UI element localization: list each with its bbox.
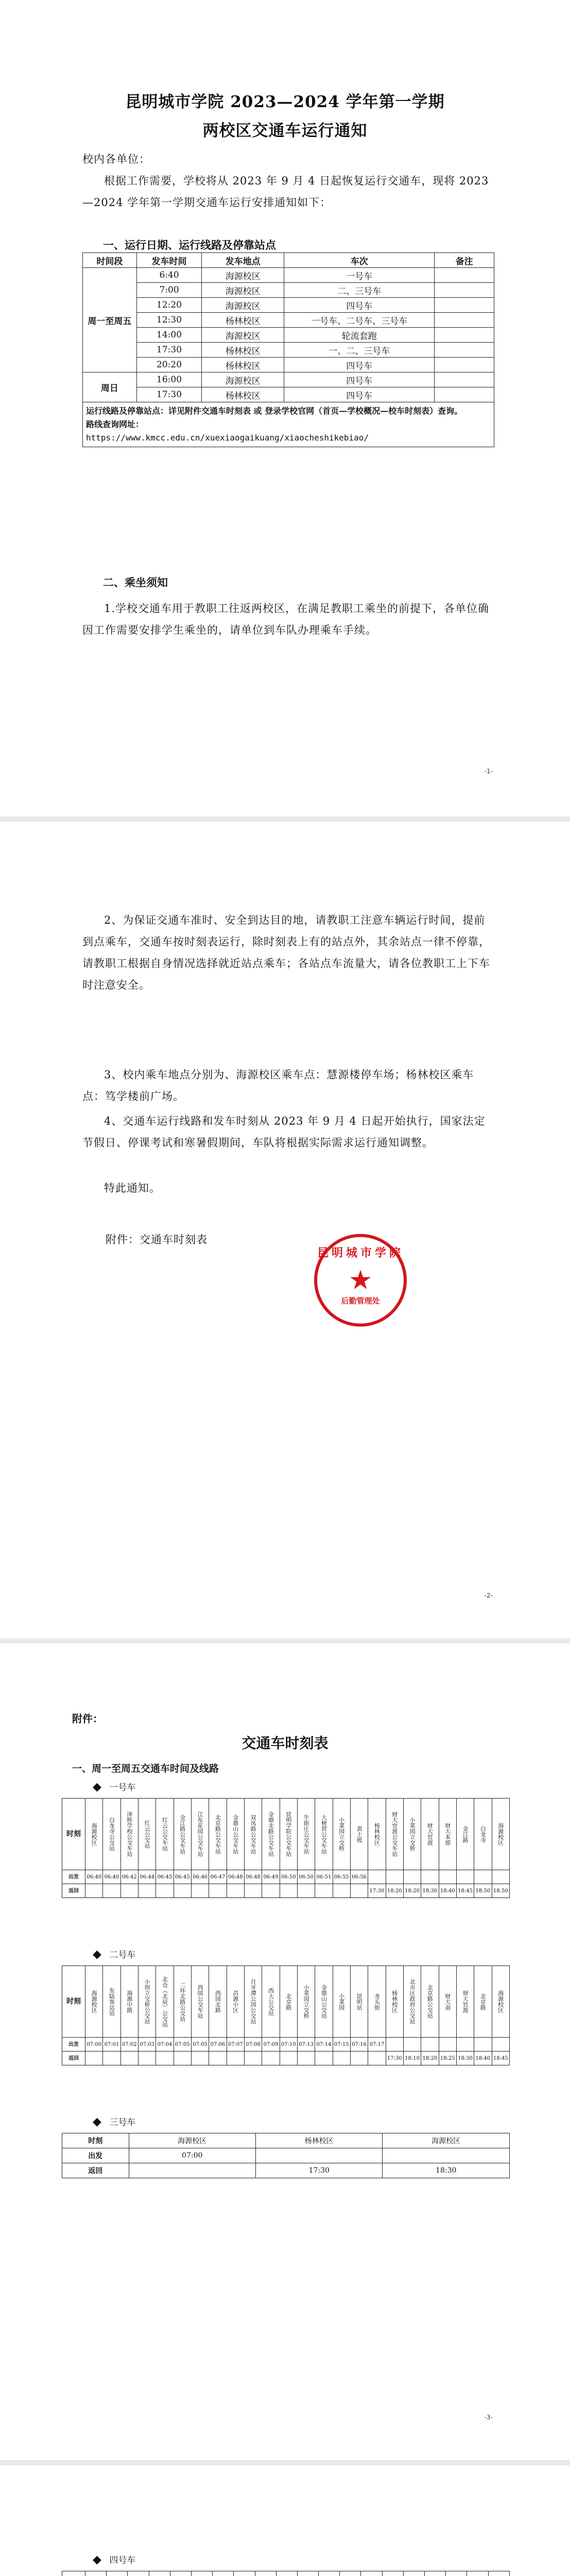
cell: 07:17 (368, 2038, 386, 2052)
cell (474, 2038, 492, 2052)
weekday-section-heading: 一、周一至周五交通车时间及线路 (72, 1763, 219, 1774)
bus4-timetable (62, 2571, 510, 2576)
cell: 06:42 (120, 1870, 138, 1884)
cell: 18:30 (383, 2163, 510, 2178)
cell: 四号车 (284, 298, 435, 313)
row-label: 返回 (62, 2052, 85, 2065)
table-row (62, 2133, 510, 2148)
cell: 海源校区 (492, 1966, 509, 2038)
cell: 小菜园 (333, 1966, 350, 2038)
cell: 12:30 (136, 313, 202, 328)
seal-text: 昆明城市学院 (317, 1246, 404, 1260)
table-row (83, 298, 494, 313)
period-sunday: 周日 (83, 372, 137, 402)
cell: 二环北路公交站 (174, 1966, 191, 2038)
cell (85, 1884, 103, 1898)
cell: 18:25 (439, 2052, 456, 2065)
cell: 四号车 (284, 372, 435, 387)
cell (174, 1884, 191, 1898)
cell (255, 2148, 382, 2163)
cell: 17:30 (368, 1884, 386, 1898)
cell: 杨林校区 (202, 343, 284, 358)
cell: 西大公交站 (262, 1966, 280, 2038)
cell (435, 387, 494, 402)
cell (244, 1884, 262, 1898)
cell (149, 2571, 170, 2576)
cell (435, 313, 494, 328)
cell: 17:30 (386, 2052, 403, 2065)
cell (244, 2052, 262, 2065)
cell (492, 2038, 509, 2052)
cell: 07:02 (120, 2038, 138, 2052)
cell: 18:10 (403, 2052, 421, 2065)
header-cell: 车次 (284, 253, 435, 268)
cell (297, 2571, 318, 2576)
cell: 06:46 (191, 1870, 209, 1884)
cell: 06:56 (350, 1870, 368, 1884)
cell (156, 1884, 174, 1898)
cell (368, 1870, 386, 1884)
cell: 海源校区 (129, 2133, 255, 2148)
table-row (83, 283, 494, 298)
row-label (62, 2571, 85, 2576)
cell: 18:30 (456, 2052, 474, 2065)
page-4 (0, 2465, 570, 2576)
cell: 海源校区 (202, 298, 284, 313)
cell: 18:20 (386, 1884, 403, 1898)
cell: 06:49 (262, 1870, 280, 1884)
row-label: 出发 (62, 1870, 85, 1884)
table-note-cell (83, 402, 494, 447)
item-2: 2、为保证交通车准时、安全到达目的地，请教职工注意车辆运行时间，提前到点乘车，交通车按时刻表运行，除时刻表上有的站点外，其余站点一律不停靠，请教职工根据自身情况选择就近站点乘车；各站点车流量大，请各位教职工上下车时注意安全。 (82, 914, 490, 991)
cell: 杨林校区 (368, 1799, 386, 1870)
cell: 07:08 (244, 2038, 262, 2052)
diamond-icon: ◆ (93, 2553, 101, 2566)
table-row (62, 1884, 510, 1898)
table-note-row (83, 402, 494, 447)
cell: 海源中路 (120, 1966, 138, 2038)
period-weekday: 周一至周五 (83, 268, 137, 372)
cell: 07:03 (138, 2038, 156, 2052)
cell (492, 1870, 509, 1884)
cell (85, 2571, 107, 2576)
cell: 06:51 (315, 1870, 333, 1884)
cell (120, 2052, 138, 2065)
header-cell: 时间段 (83, 253, 137, 268)
cell: 昌源小区 (227, 1966, 244, 2038)
cell (361, 2571, 382, 2576)
bus3-heading (93, 2115, 135, 2128)
table-row (62, 2148, 510, 2163)
cell: 金鼎北路公交车站 (262, 1799, 280, 1870)
cell: 北京路公交站 (421, 1966, 439, 2038)
route-note: 运行线路及停靠站点：详见附件交通车时刻表 或 登录学校官网（首页—学校概况—校车时刻表）查询。 (86, 406, 463, 416)
cell (191, 2571, 212, 2576)
cell: 07:05 (191, 2038, 209, 2052)
cell: 07:01 (103, 2038, 120, 2052)
cell: 杨林校区 (255, 2133, 382, 2148)
table-row (62, 2038, 510, 2052)
cell (191, 1884, 209, 1898)
cell: 杨林校区 (202, 387, 284, 402)
table-row (83, 387, 494, 402)
cell: 17:30 (255, 2163, 382, 2178)
table-row (83, 328, 494, 343)
cell (120, 1884, 138, 1898)
cell (297, 2052, 315, 2065)
intro-paragraph: 根据工作需要，学校将从 2023 年 9 月 4 日起恢复运行交通车，现将 2023—2024 学年第一学期交通车运行安排通知如下： (82, 175, 489, 209)
cell (227, 2052, 244, 2065)
cell: 昆明学院公交车站 (280, 1799, 297, 1870)
cell: 06:44 (138, 1870, 156, 1884)
cell (103, 1884, 120, 1898)
cell (262, 1884, 280, 1898)
cell: 18:40 (439, 1884, 456, 1898)
cell (403, 2571, 424, 2576)
cell (403, 1870, 421, 1884)
cell: 西园北路 (209, 1966, 227, 2038)
cell (383, 2148, 510, 2163)
row-label: 返回 (62, 2163, 129, 2178)
cell: 7:00 (136, 283, 202, 298)
table-row (62, 2052, 510, 2065)
cell: 北市区政府公交站 (403, 1966, 421, 2038)
cell: 06:45 (174, 1870, 191, 1884)
schedule-title: 交通车时刻表 (241, 1735, 329, 1752)
cell (276, 2571, 297, 2576)
cell (174, 2052, 191, 2065)
cell (474, 1870, 492, 1884)
cell: 北京路公交车站 (209, 1799, 227, 1870)
row-label: 出发 (62, 2038, 85, 2052)
cell (488, 2571, 509, 2576)
cell (435, 298, 494, 313)
cell: 18:50 (492, 1884, 509, 1898)
cell (435, 372, 494, 387)
item-1: 1.学校交通车用于教职工往返两校区，在满足教职工乘坐的前提下，各单位确因工作需要安排学生乘坐的，请单位到车队办理乘车手续。 (82, 602, 490, 636)
cell: 白龙寺公交站 (103, 1799, 120, 1870)
bus4-label: 四号车 (109, 2555, 136, 2566)
attachment-label: 附件： (72, 1713, 103, 1725)
cell (435, 358, 494, 372)
notice-title-line2: 两校区交通车运行通知 (202, 122, 368, 140)
bus3-label: 三号车 (109, 2117, 136, 2128)
cell (128, 2571, 149, 2576)
cell: 东陆客运站 (103, 1966, 120, 2038)
cell: 津桥学校公交车站 (120, 1799, 138, 1870)
cell (456, 1870, 474, 1884)
cell (439, 2038, 456, 2052)
table-row (62, 1966, 510, 2038)
cell (467, 2571, 488, 2576)
cell: 海源校区 (85, 1799, 103, 1870)
cell: 07:07 (227, 2038, 244, 2052)
cell: 小坝立交桥公交站 (138, 1966, 156, 2038)
cell: 18:45 (456, 1884, 474, 1898)
header-cell: 备注 (435, 253, 494, 268)
cell (456, 2038, 474, 2052)
cell: 17:30 (136, 387, 202, 402)
cell: 北仓（北辰）公交站 (156, 1966, 174, 2038)
cell: 06:40 (85, 1870, 103, 1884)
cell (213, 2571, 234, 2576)
cell (170, 2571, 191, 2576)
cell: 杨林校区 (386, 1966, 403, 2038)
star-icon: ★ (348, 1265, 373, 1296)
cell: 18:40 (474, 2052, 492, 2065)
row-label: 时刻 (62, 1966, 85, 2038)
salutation: 校内各单位： (82, 153, 150, 165)
table-row (83, 372, 494, 387)
diamond-icon: ◆ (93, 1948, 101, 1961)
official-seal (314, 1234, 407, 1327)
cell: 18:45 (492, 2052, 509, 2065)
cell: 14:00 (136, 328, 202, 343)
cell: 海源校区 (383, 2133, 510, 2148)
cell: 财大本部 (439, 1799, 456, 1870)
cell (129, 2163, 255, 2178)
row-label: 返回 (62, 1884, 85, 1898)
cell: 07:05 (174, 2038, 191, 2052)
cell: 海源校区 (492, 1799, 509, 1870)
cell (435, 328, 494, 343)
cell (234, 2571, 255, 2576)
row-label: 出发 (62, 2148, 129, 2163)
cell: 07:09 (262, 2038, 280, 2052)
cell: 杨林校区 (202, 358, 284, 372)
closing: 特此通知。 (104, 1182, 161, 1194)
cell: 20:20 (136, 358, 202, 372)
cell: 大树营公交车站 (315, 1799, 333, 1870)
cell (435, 343, 494, 358)
cell: 一、二、三号车 (284, 343, 435, 358)
section-2-heading: 二、乘坐须知 (103, 576, 168, 589)
cell: 一号车、二号车、三号车 (284, 313, 435, 328)
cell: 07:13 (297, 2038, 315, 2052)
item-4: 4、交通车运行线路和发车时刻从 2023 年 9 月 4 日起开始执行，国家法定节假日、停课考试和寒暑假期间，车队将根据实际需求运行通知调整。 (82, 1115, 486, 1149)
cell (103, 2052, 120, 2065)
cell (382, 2571, 403, 2576)
cell: 小菜园立交桥 (333, 1799, 350, 1870)
cell: 07:14 (315, 2038, 333, 2052)
cell (315, 1884, 333, 1898)
bus1-heading (93, 1780, 135, 1793)
seal-subtext: 后勤管理处 (341, 1296, 380, 1306)
table-row (83, 313, 494, 328)
cell: 06:55 (333, 1870, 350, 1884)
cell: 18:50 (474, 1884, 492, 1898)
cell: 财大官渡公交车站 (386, 1799, 403, 1870)
page-number: -3- (484, 2414, 493, 2421)
notice-title-line1: 昆明城市学院 2023—2024 学年第一学期 (125, 93, 445, 111)
cell: 双凤路公交车站 (244, 1799, 262, 1870)
cell (280, 1884, 297, 1898)
route-url-link[interactable]: https://www.kmcc.edu.cn/xuexiaogaikuang/xiaocheshikebiao/ (86, 433, 369, 443)
table-row (62, 1870, 510, 1884)
cell: 牛街庄公交车站 (297, 1799, 315, 1870)
cell: 07:00 (85, 2038, 103, 2052)
cell: 昆明站 (350, 1966, 368, 2038)
cell: 18:30 (421, 1884, 439, 1898)
cell: 龙头街 (368, 1966, 386, 2038)
cell: 一号车 (284, 268, 435, 283)
diamond-icon: ◆ (93, 2115, 101, 2128)
cell (191, 2052, 209, 2065)
diamond-icon: ◆ (93, 1781, 101, 1793)
cell: 06:48 (227, 1870, 244, 1884)
cell: 四号车 (284, 387, 435, 402)
cell: 金江路公交车站 (174, 1799, 191, 1870)
page-number: -2- (484, 1592, 493, 1599)
cell (386, 1870, 403, 1884)
header-cell: 发车时间 (136, 253, 202, 268)
cell (340, 2571, 361, 2576)
cell: 07:15 (333, 2038, 350, 2052)
cell: 海源校区 (202, 268, 284, 283)
cell (315, 2052, 333, 2065)
cell: 月牙潭公园公交站 (244, 1966, 262, 2038)
cell: 17:30 (136, 343, 202, 358)
cell (333, 1884, 350, 1898)
cell: 西园公交车站 (191, 1966, 209, 2038)
cell (435, 283, 494, 298)
bus1-timetable (62, 1798, 510, 1898)
table-row (62, 1799, 510, 1870)
cell (421, 1870, 439, 1884)
cell: 杨林校区 (202, 313, 284, 328)
cell (421, 2038, 439, 2052)
cell: 6:40 (136, 268, 202, 283)
cell: 06:50 (297, 1870, 315, 1884)
cell: 金江路 (456, 1799, 474, 1870)
cell: 16:00 (136, 372, 202, 387)
page-2 (0, 822, 570, 1638)
cell (350, 1884, 368, 1898)
cell (156, 2052, 174, 2065)
cell (227, 1884, 244, 1898)
bus3-timetable (62, 2133, 510, 2178)
cell (425, 2571, 446, 2576)
bus2-timetable (62, 1965, 510, 2065)
cell (403, 2038, 421, 2052)
cell: 06:40 (103, 1870, 120, 1884)
cell (255, 2571, 276, 2576)
cell: 06:48 (244, 1870, 262, 1884)
bus1-label: 一号车 (109, 1783, 136, 1793)
cell (446, 2571, 467, 2576)
cell (85, 2052, 103, 2065)
cell: 财大南 (439, 1966, 456, 2038)
cell: 小菜园立交桥 (403, 1799, 421, 1870)
cell: 06:47 (209, 1870, 227, 1884)
cell: 海源校区 (202, 372, 284, 387)
cell: 红云公交站 (138, 1799, 156, 1870)
cell: 红云公交车站 (156, 1799, 174, 1870)
cell: 财大官渡 (456, 1966, 474, 2038)
attachment-line: 附件：交通车时刻表 (106, 1233, 208, 1246)
cell: 12:20 (136, 298, 202, 313)
table-row (62, 2571, 510, 2576)
cell: 海源校区 (85, 1966, 103, 2038)
cell: 江东花园公交车站 (191, 1799, 209, 1870)
cell: 金鼎山公交车站 (227, 1799, 244, 1870)
table-row (62, 2163, 510, 2178)
row-label: 时刻 (62, 2133, 129, 2148)
cell: 小菜园立交桥 (297, 1966, 315, 2038)
cell: 北京路 (280, 1966, 297, 2038)
cell (319, 2571, 340, 2576)
cell (297, 1884, 315, 1898)
cell: 四号车 (284, 358, 435, 372)
cell: 07:10 (280, 2038, 297, 2052)
section-1-heading: 一、运行日期、运行线路及停靠站点 (103, 239, 276, 251)
cell (435, 268, 494, 283)
cell: 07:00 (129, 2148, 255, 2163)
route-label: 路线查询网址： (86, 419, 144, 429)
cell (333, 2052, 350, 2065)
cell (209, 2052, 227, 2065)
cell: 轮流套跑 (284, 328, 435, 343)
cell: 06:45 (156, 1870, 174, 1884)
cell (138, 2052, 156, 2065)
cell (350, 2052, 368, 2065)
cell: 二、三号车 (284, 283, 435, 298)
page-1 (0, 0, 570, 817)
cell: 18:20 (403, 1884, 421, 1898)
cell (262, 2052, 280, 2065)
bus2-label: 二号车 (109, 1950, 136, 1960)
row-label: 时刻 (62, 1799, 85, 1870)
page-number: -1- (484, 768, 493, 775)
cell (107, 2571, 128, 2576)
cell: 海源校区 (202, 328, 284, 343)
table-row (83, 343, 494, 358)
table-row (83, 268, 494, 283)
cell (386, 2038, 403, 2052)
cell: 07:16 (350, 2038, 368, 2052)
cell: 北京路 (474, 1966, 492, 2038)
cell (368, 2052, 386, 2065)
table-row (83, 358, 494, 372)
bus2-heading (93, 1947, 135, 1961)
cell (209, 1884, 227, 1898)
cell: 金鼎山公交站 (315, 1966, 333, 2038)
cell: 07:04 (156, 2038, 174, 2052)
cell: 海源校区 (202, 283, 284, 298)
cell: 财大官渡 (421, 1799, 439, 1870)
cell (138, 1884, 156, 1898)
schedule-table (82, 252, 494, 447)
item-3: 3、校内乘车地点分别为、海源校区乘车点：慧源楼停车场；杨林校区乘车点：笃学楼前广场。 (82, 1069, 474, 1103)
cell: 黄土坡 (350, 1799, 368, 1870)
cell (280, 2052, 297, 2065)
table-header (83, 253, 494, 268)
cell: 07:06 (209, 2038, 227, 2052)
cell: 18:20 (421, 2052, 439, 2065)
page-3 (0, 1643, 570, 2460)
header-cell: 发车地点 (202, 253, 284, 268)
bus4-heading (93, 2553, 135, 2566)
cell: 06:50 (280, 1870, 297, 1884)
cell (439, 1870, 456, 1884)
cell: 白龙寺 (474, 1799, 492, 1870)
